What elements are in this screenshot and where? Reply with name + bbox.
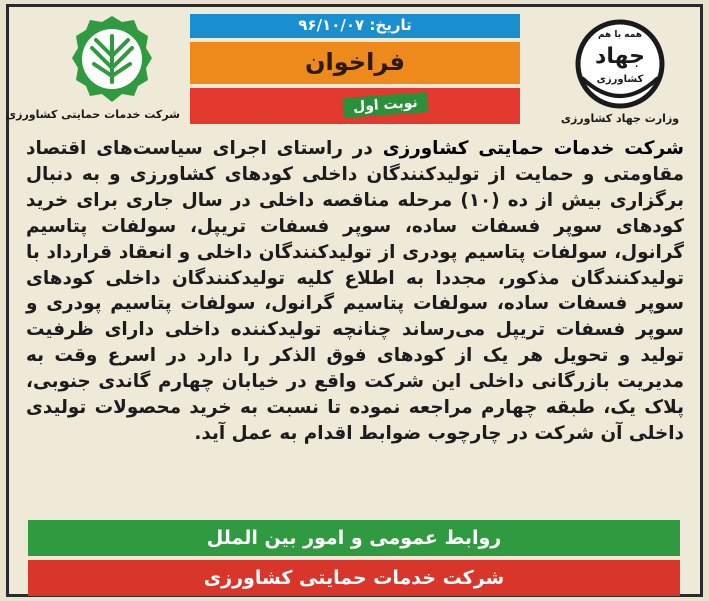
date-band — [190, 14, 520, 38]
company-logo-caption: شرکت خدمات حمایتی کشاورزی — [6, 108, 180, 121]
body-paragraph: در راستای اجرای سیاست‌های اقتصاد مقاومتی و حمایت از تولیدکنندگان داخلی کودهای کشاورزی و به دنبال برگزاری بیش از ده (۱۰) مرحله مناقصه داخلی در سال جاری برای خرید کودهای سوپر فسفات ساده، سوپر فسفات تریپل، سولفات پتاسیم گرانول، سولفات پتاسیم پودری از تولیدکنندگان داخلی و انعقاد قرارداد با تولیدکنندگان مذکور، مجددا به اطلاع کلیه تولیدکنندگان داخلی کودهای سوپر فسفات ساده، سولفات پتاسیم گرانول، سولفات پتاسیم پودری و سوپر فسفات تریپل می‌رساند چنانچه تولیدکننده داخلی دارای ظرفیت تولید و تحویل هر یک از کودهای فوق الذکر را دارد در اسرع وقت به مدیریت بازرگانی داخلی این شرکت واقع در خیابان چهارم گاندی جنوبی، پلاک یک، طبقه چهارم مراجعه نموده تا نسبت به خرید محصولات تولیدی داخلی آن شرکت در چارچوب ضوابط اقدام به عمل آید. — [26, 138, 684, 444]
ministry-logo — [560, 18, 680, 128]
round-badge: نوبت اول — [343, 92, 429, 118]
body-org-name: شرکت خدمات حمایتی کشاورزی — [382, 138, 684, 159]
title-band — [190, 42, 520, 84]
ministry-logo-main: جهاد — [595, 44, 645, 69]
footer-company-name: شرکت خدمات حمایتی کشاورزی — [28, 560, 680, 596]
wheat-emblem-icon — [52, 12, 172, 112]
ministry-logo-sub: کشاورزی — [596, 74, 644, 85]
notice-body — [26, 136, 684, 447]
company-logo — [6, 12, 180, 127]
notice-title: فراخوان — [305, 48, 405, 76]
notice-date: تاریخ: ۹۶/۱۰/۰۷ — [298, 16, 412, 34]
round-band — [190, 88, 520, 124]
ministry-logo-caption: وزارت جهاد کشاورزی — [560, 112, 680, 125]
footer-public-relations: روابط عمومی و امور بین الملل — [28, 520, 680, 556]
ministry-logo-top: همه با هم — [597, 30, 643, 40]
